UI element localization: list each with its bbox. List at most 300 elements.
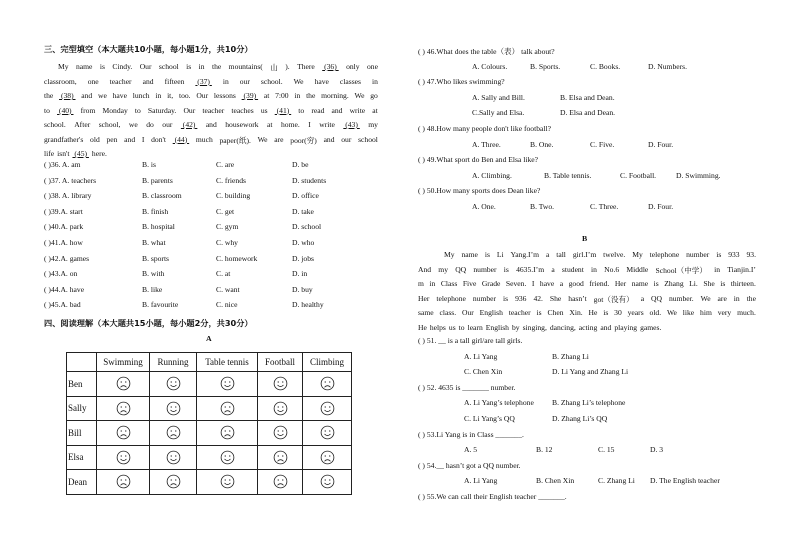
sad-face-icon — [116, 401, 131, 416]
passage-word: is — [503, 264, 509, 274]
answer-option: A. Li Yang — [464, 476, 498, 486]
answer-blank: (39) — [241, 91, 259, 100]
passage-word: friend. — [589, 279, 610, 288]
face-cell — [258, 372, 303, 397]
passage-word: and — [205, 120, 217, 129]
passage-word: telephone — [436, 293, 466, 303]
passage-word: Cindy. — [112, 62, 133, 71]
passage-word: teacher — [202, 105, 225, 115]
sports-table — [66, 352, 352, 495]
passage-word: class. — [439, 308, 457, 317]
passage-word: got（没有） — [593, 294, 634, 304]
passage-word: We — [354, 91, 365, 100]
option-c: C. building — [216, 191, 251, 201]
passage-word: Xin. — [569, 308, 583, 317]
answer-option: A. Li Yang — [464, 351, 498, 361]
passage-word: one — [87, 76, 99, 86]
face-cell — [197, 470, 258, 495]
smiley-face-icon — [220, 450, 235, 465]
sad-face-icon — [320, 376, 335, 391]
passage-word: old. — [649, 308, 662, 317]
passage-word: and — [142, 76, 154, 86]
passage-word: classroom, — [44, 76, 77, 86]
passage-word: is — [99, 62, 105, 71]
passage-word: a — [545, 250, 550, 259]
smiley-face-icon — [320, 401, 335, 416]
answer-blank: (41) — [274, 105, 292, 115]
passage-word: teacher — [508, 308, 531, 317]
face-cell — [197, 421, 258, 446]
table-row — [67, 470, 352, 495]
passage-word: are — [274, 134, 284, 144]
passage-word: Our — [196, 91, 209, 100]
answer-option: C. Five. — [590, 139, 615, 149]
answer-option: B. One. — [530, 139, 554, 149]
passage-word: our — [341, 134, 352, 144]
passage-word: him — [700, 308, 712, 317]
sad-face-icon — [273, 474, 288, 489]
question-stem: ( )40.A. park — [44, 222, 84, 232]
question-stem: ( )45.A. bad — [44, 300, 81, 310]
passage-line — [44, 120, 378, 129]
passage-line — [418, 279, 756, 288]
passage-word: and — [331, 105, 343, 115]
option-c: C. gym — [216, 222, 239, 232]
row-name: Elsa — [67, 445, 97, 470]
passage-word: Zhang — [664, 279, 684, 288]
option-b: B. with — [142, 269, 165, 279]
passage-word: and — [81, 91, 93, 100]
passage-word: a — [640, 293, 645, 303]
answer-option: B. Zhang Li — [552, 351, 589, 361]
face-cell — [258, 396, 303, 421]
passage-line — [418, 294, 756, 305]
question-stem: ( )43.A. on — [44, 269, 78, 279]
table-row — [67, 421, 352, 446]
passage-word: us — [260, 105, 268, 115]
option-d: D. jobs — [292, 253, 314, 263]
passage-word: have — [314, 76, 329, 86]
passage-word: housework — [225, 120, 259, 129]
face-cell — [150, 470, 197, 495]
face-cell — [303, 372, 352, 397]
passage-word: we — [98, 91, 107, 100]
passage-word: by — [511, 322, 520, 332]
passage-word: Saturday. — [147, 105, 177, 115]
answer-option: B. Table tennis. — [544, 170, 592, 180]
passage-word: like — [682, 308, 695, 317]
answer-blank: (45) — [72, 149, 89, 158]
passage-word: QQ — [455, 264, 467, 274]
table-header-cell: Football — [258, 353, 303, 372]
face-cell — [97, 396, 150, 421]
table-corner — [67, 353, 97, 372]
passage-word: are — [717, 293, 727, 303]
passage-word: We — [666, 308, 677, 317]
passage-word: a — [551, 264, 555, 274]
option-c: C. want — [216, 284, 240, 294]
option-b: B. what — [142, 238, 166, 247]
passage-word: paper(纸). — [219, 135, 251, 145]
sad-face-icon — [116, 425, 131, 440]
passage-word: is — [503, 293, 509, 303]
smiley-face-icon — [320, 474, 335, 489]
face-cell — [197, 396, 258, 421]
passage-word: is — [716, 250, 722, 259]
passage-word: my — [368, 120, 378, 129]
option-c: C. are — [216, 160, 235, 169]
option-d: D. who — [292, 238, 315, 247]
passage-word: My — [58, 62, 69, 71]
passage-word: is — [653, 279, 659, 288]
passage-line — [58, 62, 378, 73]
answer-option: D. Elsa and Dean. — [560, 108, 616, 118]
face-cell — [258, 445, 303, 470]
passage-word: at — [263, 91, 270, 100]
question-stem: ( ) 51. __ is a tall girl/are tall girls. — [418, 336, 523, 345]
table-header-cell: Table tennis — [197, 353, 258, 372]
passage-word: Yang.I’m — [510, 250, 540, 259]
passage-word: the — [306, 91, 316, 100]
passage-word: the — [746, 293, 756, 303]
table-row — [67, 372, 352, 397]
passage-word: tall — [556, 250, 566, 259]
passage-word: Seven. — [505, 279, 527, 288]
passage-word: QQ — [651, 293, 663, 303]
passage-word: one — [366, 62, 378, 71]
answer-option: C. 15 — [598, 445, 615, 455]
face-cell — [258, 421, 303, 446]
answer-option: D. Four. — [648, 139, 674, 149]
question-stem: ( ) 48.How many people don't like football? — [418, 124, 551, 133]
passage-word: pen — [106, 134, 118, 144]
answer-option: B. 12 — [536, 445, 553, 455]
passage-word: from — [80, 105, 96, 115]
answer-blank: (38) — [59, 91, 76, 100]
face-cell — [150, 421, 197, 446]
passage-word: And — [418, 264, 432, 274]
passage-word: have — [539, 279, 555, 288]
passage-word: name — [631, 279, 649, 288]
passage-word: number — [473, 264, 497, 274]
sad-face-icon — [116, 376, 131, 391]
passage-word: Class — [440, 279, 458, 288]
passage-word: is — [186, 62, 192, 71]
passage-word: in — [198, 62, 205, 71]
row-name: Ben — [67, 372, 97, 397]
passage-word: He — [418, 322, 427, 332]
passage-word: 7:00 — [275, 91, 289, 100]
passage-word: very — [717, 308, 732, 317]
passage-word: in — [372, 76, 378, 86]
passage-word: name — [75, 62, 93, 71]
passage-word: life — [44, 149, 55, 158]
part-a-label: A — [206, 334, 212, 343]
passage-word: learn — [467, 322, 483, 332]
answer-blank: (37) — [195, 76, 212, 86]
passage-word: school. — [260, 76, 283, 86]
option-c: C. why — [216, 238, 238, 247]
passage-word: is — [484, 250, 490, 259]
passage-word: English — [479, 308, 503, 317]
passage-word: thirteen. — [730, 279, 756, 288]
answer-option: C. Zhang Li — [598, 476, 635, 486]
passage-word: We — [700, 293, 711, 303]
sad-face-icon — [220, 401, 235, 416]
face-cell — [303, 445, 352, 470]
passage-word: Monday — [102, 105, 128, 115]
passage-word: I — [141, 134, 145, 144]
passage-word: in — [591, 264, 597, 274]
answer-option: D. Swimming. — [676, 170, 721, 180]
passage-line — [44, 91, 378, 100]
passage-word: and — [124, 134, 136, 144]
question-stem: ( )39.A. start — [44, 206, 83, 216]
passage-word: classes — [339, 76, 361, 86]
option-d: D. students — [292, 175, 327, 185]
face-cell — [258, 470, 303, 495]
passage-word: the — [44, 91, 54, 100]
passage-word: to — [458, 322, 465, 332]
question-stem: ( ) 49.What sport do Ben and Elsa like? — [418, 155, 538, 165]
answer-option: B. Two. — [530, 202, 555, 211]
smiley-face-icon — [116, 450, 131, 465]
sad-face-icon — [116, 474, 131, 489]
table-header-cell: Running — [150, 353, 197, 372]
sad-face-icon — [166, 474, 181, 489]
section4-title: 四、阅读理解（本大题共15小题，每小题2分，共30分） — [44, 318, 253, 328]
section3-title: 三、完型填空（本大题共10小题，每小题1分，共10分） — [44, 44, 253, 54]
passage-word: There — [297, 62, 315, 71]
passage-word: girl.I’m — [572, 250, 597, 259]
passage-word: much. — [737, 308, 756, 317]
option-b: B. is — [142, 160, 156, 169]
smiley-face-icon — [220, 474, 235, 489]
sad-face-icon — [320, 450, 335, 465]
passage-word: After — [74, 120, 91, 129]
passage-line — [44, 135, 378, 146]
option-b: B. hospital — [142, 222, 175, 232]
passage-word: much — [195, 134, 213, 144]
smiley-face-icon — [220, 376, 235, 391]
passage-word: write — [349, 105, 366, 115]
passage-word: in — [714, 264, 721, 274]
option-d: D. healthy — [292, 300, 324, 310]
answer-option: D. Li Yang and Zhang Li — [552, 367, 629, 377]
passage-word: 936 — [515, 293, 527, 303]
passage-word: Her — [418, 293, 430, 303]
face-cell — [197, 372, 258, 397]
smiley-face-icon — [273, 401, 288, 416]
table-row — [67, 396, 352, 421]
table-header-cell: Climbing — [303, 353, 352, 372]
answer-option: C. Li Yang’s QQ — [464, 414, 515, 423]
answer-option: A. One. — [472, 202, 496, 211]
passage-line — [418, 265, 756, 276]
question-stem: ( ) 53.Li Yang is in Class _______. — [418, 429, 524, 439]
passage-word: and — [323, 134, 335, 144]
answer-option: D. 3 — [650, 445, 664, 455]
face-cell — [97, 445, 150, 470]
option-d: D. office — [292, 191, 319, 201]
passage-word: the — [211, 62, 222, 71]
passage-word: games. — [640, 322, 662, 332]
passage-line — [418, 308, 756, 317]
answer-option: C.Sally and Elsa. — [472, 108, 525, 118]
answer-option: A. Three. — [472, 139, 501, 149]
passage-word: No.6 — [604, 264, 620, 274]
question-stem: ( )42.A. games — [44, 253, 90, 263]
answer-option: A. Colours. — [472, 61, 508, 71]
option-c: C. get — [216, 206, 235, 216]
smiley-face-icon — [166, 376, 181, 391]
passage-word: same — [418, 308, 434, 317]
passage-word: Tianjin.I’ — [727, 264, 756, 274]
answer-option: A. 5 — [464, 445, 478, 455]
passage-word: at — [267, 120, 273, 129]
passage-line — [44, 77, 378, 86]
passage-word: dancing, — [549, 322, 576, 332]
face-cell — [97, 470, 150, 495]
face-cell — [97, 421, 150, 446]
passage-word: in — [222, 76, 229, 86]
answer-option: B. Zhang Li’s telephone — [552, 398, 626, 408]
passage-word: in — [733, 293, 740, 303]
passage-word: mountains( — [228, 62, 263, 71]
option-d: D. school — [292, 222, 322, 232]
passage-word: only — [346, 62, 360, 71]
answer-option: C. Books. — [590, 61, 621, 71]
option-d: D. buy — [292, 284, 313, 294]
passage-word: number — [686, 250, 710, 259]
passage-word: is — [536, 308, 542, 317]
passage-word: number — [472, 293, 497, 303]
question-stem: ( ) 46.What does the table（表） talk about? — [418, 47, 555, 56]
passage-word: m — [418, 279, 424, 288]
question-stem: ( ) 52. 4635 is _______ number. — [418, 382, 516, 392]
passage-word: playing — [614, 322, 638, 332]
answer-option: A. Climbing. — [472, 170, 512, 180]
passage-word: lunch — [132, 91, 150, 100]
option-b: B. like — [142, 284, 163, 294]
answer-option: B. Elsa and Dean. — [560, 92, 615, 102]
question-stem: ( ) 50.How many sports does Dean like? — [418, 186, 541, 196]
face-cell — [97, 372, 150, 397]
passage-word: 933 — [728, 250, 740, 259]
passage-word: Our — [183, 105, 196, 115]
passage-word: Her — [614, 279, 627, 288]
passage-word: school. — [44, 120, 66, 129]
table-header-row — [67, 353, 352, 372]
passage-word: here. — [91, 149, 107, 158]
option-c: C. friends — [216, 175, 246, 185]
passage-word: read — [311, 105, 325, 115]
row-name: Sally — [67, 396, 97, 421]
passage-word: is — [603, 308, 609, 317]
answer-option: A. Sally and Bill. — [472, 92, 525, 102]
passage-word: isn't — [57, 149, 70, 158]
passage-word: teaches — [231, 105, 254, 115]
passage-word: Grade — [481, 279, 501, 288]
smiley-face-icon — [273, 425, 288, 440]
face-cell — [303, 421, 352, 446]
passage-word: Li. — [689, 279, 698, 288]
passage-word: our — [162, 120, 173, 129]
answer-option: C. Football. — [620, 170, 657, 180]
question-stem: ( ) 47.Who likes swimming? — [418, 77, 505, 87]
passage-word: We — [293, 76, 304, 86]
passage-line — [444, 250, 756, 259]
smiley-face-icon — [166, 450, 181, 465]
option-c: C. nice — [216, 300, 238, 310]
passage-word: my — [438, 264, 448, 274]
face-cell — [303, 396, 352, 421]
passage-word: number. — [668, 293, 694, 303]
passage-word: in — [155, 91, 162, 100]
passage-word: hasn’t — [568, 293, 587, 303]
option-d: D. be — [292, 160, 309, 169]
passage-word: I — [308, 120, 311, 129]
passage-word: fifteen — [164, 76, 185, 86]
sad-face-icon — [273, 450, 288, 465]
question-stem: ( )41.A. how — [44, 238, 83, 247]
passage-word: Chen — [547, 308, 564, 317]
passage-word: We — [257, 134, 268, 144]
passage-word: 山 — [270, 63, 278, 72]
passage-word: ). — [285, 62, 290, 71]
passage-word: school — [158, 62, 179, 71]
passage-line — [44, 149, 378, 158]
passage-word: too. — [178, 91, 191, 100]
passage-word: name — [461, 250, 478, 259]
row-name: Dean — [67, 470, 97, 495]
face-cell — [150, 396, 197, 421]
option-b: B. favourite — [142, 300, 179, 310]
passage-word: 42. — [533, 293, 543, 303]
answer-option: C. Three. — [590, 202, 619, 211]
passage-word: 4635.I’m — [516, 264, 545, 274]
passage-word: it, — [167, 91, 174, 100]
sad-face-icon — [220, 425, 235, 440]
option-b: B. sports — [142, 253, 170, 263]
passage-word: a — [559, 279, 564, 288]
passage-word: to — [298, 105, 305, 115]
passage-word: write — [319, 120, 335, 129]
question-stem: ( )36. A. am — [44, 160, 81, 169]
question-stem: ( )37. A. teachers — [44, 175, 97, 185]
answer-option: D. Four. — [648, 202, 674, 211]
answer-blank: (44) — [172, 134, 190, 144]
row-name: Bill — [67, 421, 97, 446]
smiley-face-icon — [166, 401, 181, 416]
passage-word: old — [90, 134, 100, 144]
passage-word: school — [358, 134, 378, 144]
passage-word: helps — [429, 322, 446, 332]
passage-word: home. — [281, 120, 300, 129]
passage-word: us — [448, 322, 456, 332]
passage-word: grandfather's — [44, 134, 84, 144]
answer-option: D. The English teacher — [650, 476, 720, 486]
passage-word: My — [444, 250, 455, 259]
passage-word: is — [720, 279, 726, 288]
answer-blank: (36) — [322, 62, 339, 71]
passage-word: good — [568, 279, 584, 288]
passage-word: poor(穷) — [290, 135, 317, 145]
answer-option: A. Li Yang’s telephone — [464, 398, 534, 408]
passage-word: Our — [462, 308, 474, 317]
option-c: C. homework — [216, 253, 258, 263]
passage-word: Middle — [626, 264, 649, 274]
